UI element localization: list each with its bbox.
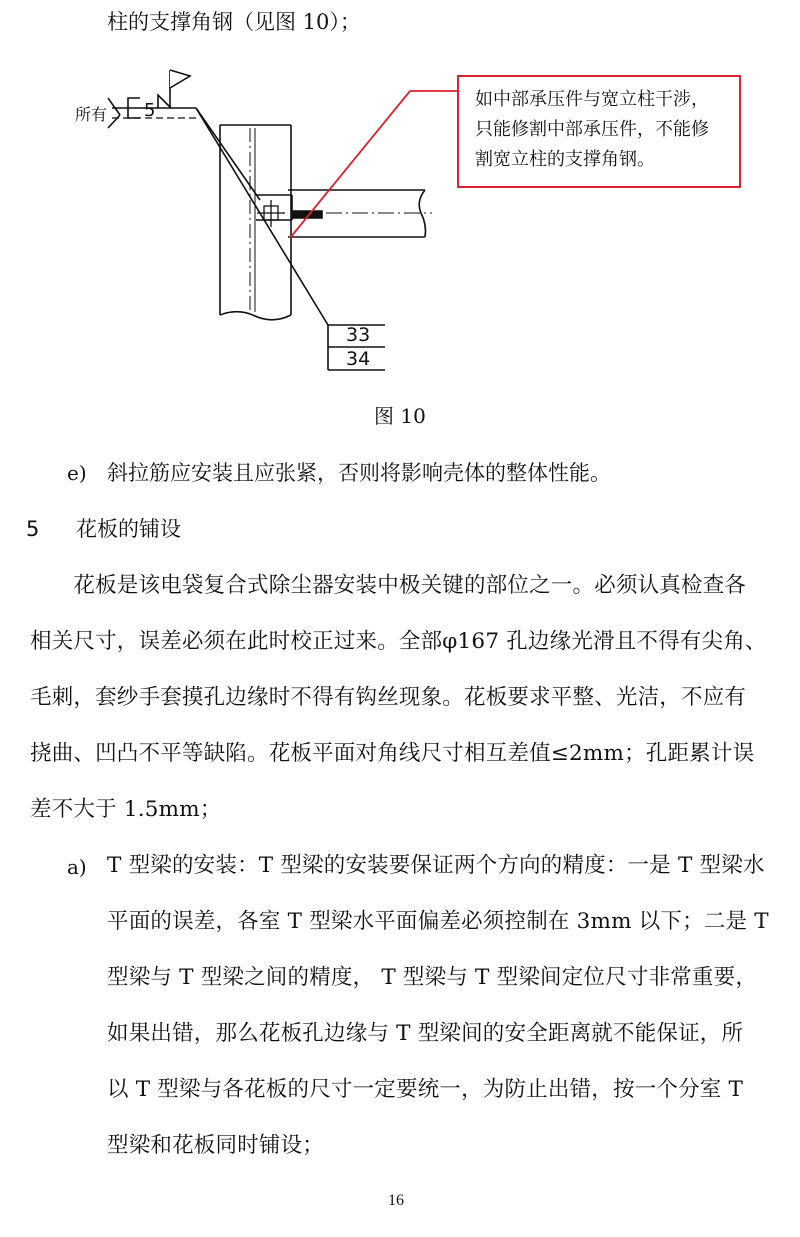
paragraph-line: 差不大于 1.5mm； (30, 797, 222, 822)
item-a-line: 型梁与 T 型梁之间的精度， T 型梁与 T 型梁间定位尺寸非常重要， (107, 965, 758, 990)
item-a-marker: a) (67, 855, 87, 879)
item-a-line: 以 T 型梁与各花板的尺寸一定要统一，为防止出错，按一个分室 T (107, 1077, 744, 1102)
paragraph-line: 相关尺寸，误差必须在此时校正过来。全部φ167 孔边缘光滑且不得有尖角、 (30, 629, 767, 654)
item-a-line: 如果出错，那么花板孔边缘与 T 型梁间的安全距离就不能保证，所 (107, 1021, 744, 1046)
paragraph-line: 挠曲、凹凸不平等缺陷。花板平面对角线尺寸相互差值≤2mm；孔距累计误 (30, 741, 755, 766)
item-a-line: T 型梁的安装：T 型梁的安装要保证两个方向的精度：一是 T 型梁水 (107, 853, 765, 878)
figure-caption: 图 10 (374, 404, 426, 428)
weld-label-text: 所有 (75, 105, 108, 124)
weld-size-text: 5 (144, 100, 156, 121)
item-a-line: 平面的误差，各室 T 型梁水平面偏差必须控制在 3mm 以下；二是 T (107, 909, 769, 934)
callout-box (457, 75, 741, 188)
item-e-marker: e) (67, 461, 87, 485)
paragraph-line: 花板是该电袋复合式除尘器安装中极关键的部位之一。必须认真检查各 (30, 573, 747, 598)
callout-line: 如中部承压件与宽立柱干涉， (475, 89, 709, 110)
page-number: 16 (388, 1192, 404, 1209)
balloon-top-text: 33 (346, 324, 371, 346)
balloon-bottom-text: 34 (346, 348, 371, 370)
item-e-text: 斜拉筋应安装且应张紧，否则将影响壳体的整体性能。 (107, 461, 611, 485)
callout-line: 只能修割中部承压件，不能修 (475, 119, 709, 140)
item-a-line: 型梁和花板同时铺设； (107, 1133, 325, 1158)
section-title: 花板的铺设 (76, 517, 181, 541)
callout-line: 割宽立柱的支撑角钢。 (475, 149, 655, 170)
section-number: 5 (26, 517, 40, 541)
header-line: 柱的支撑角钢（见图 10）； (107, 10, 361, 34)
figure-10 (60, 60, 760, 390)
paragraph-line: 毛刺，套纱手套摸孔边缘时不得有钩丝现象。花板要求平整、光洁，不应有 (30, 685, 747, 710)
